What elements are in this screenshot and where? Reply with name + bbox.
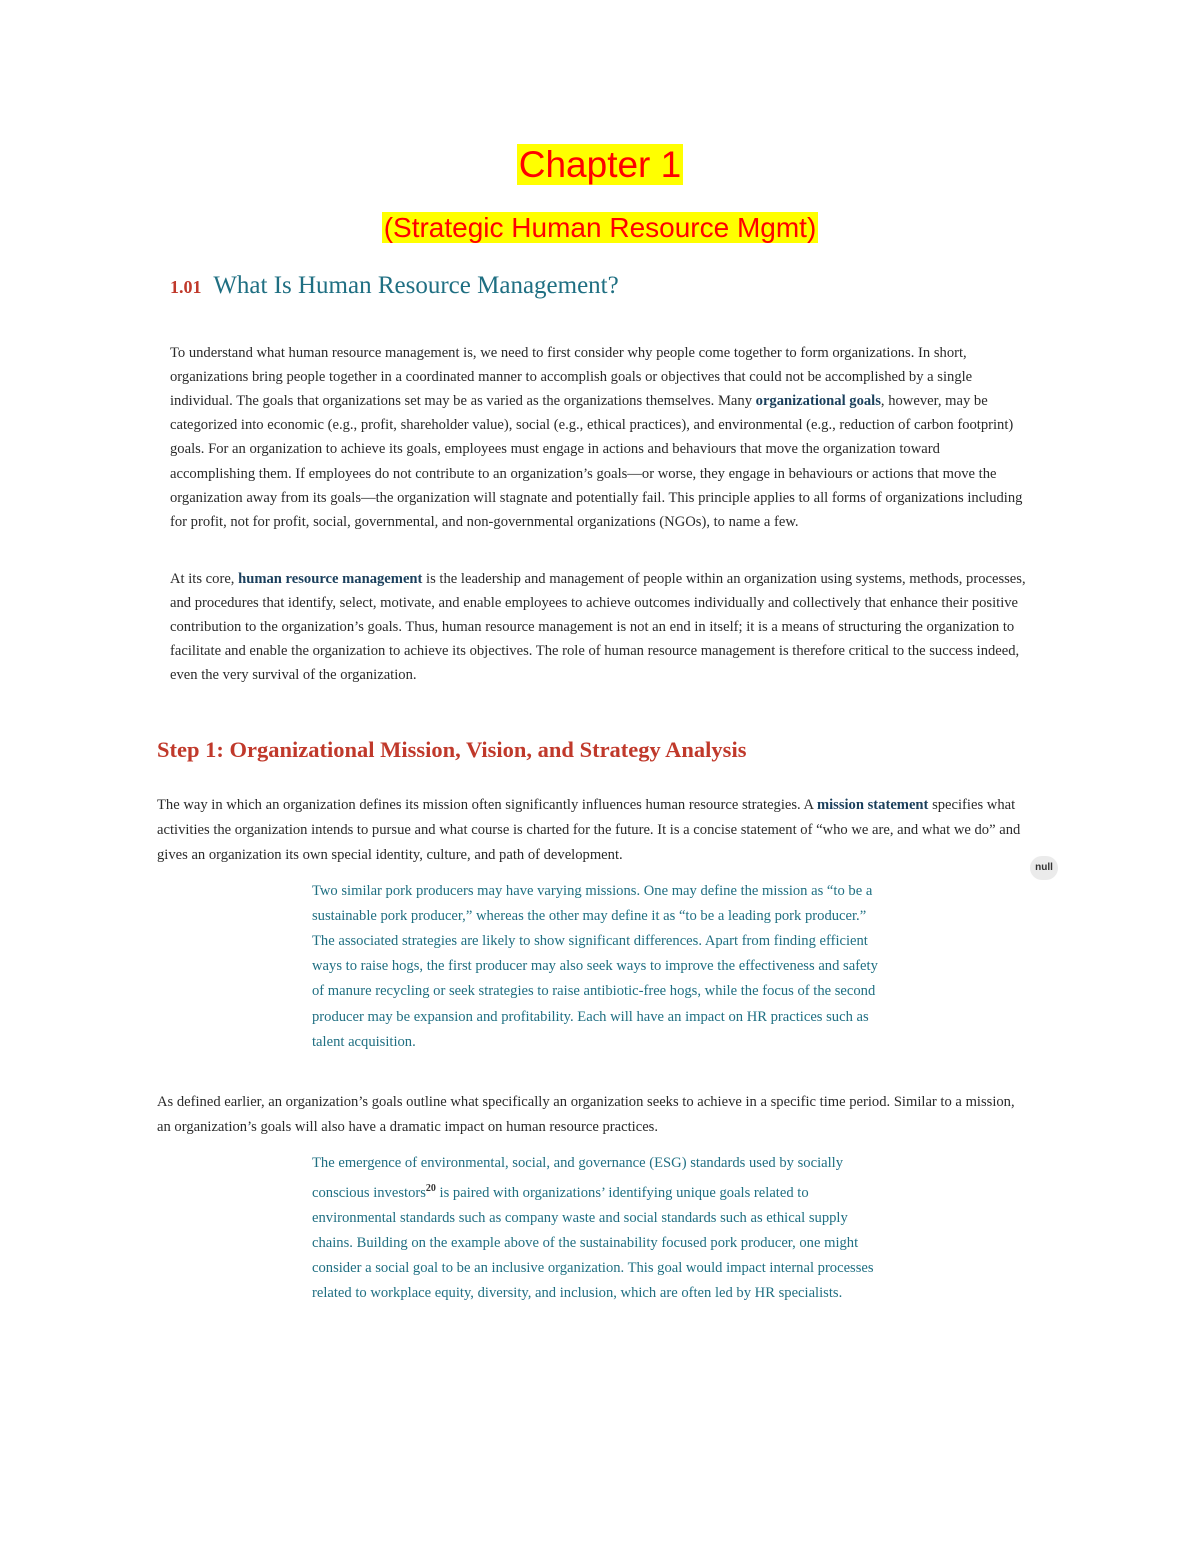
body-paragraph-intro [170,341,1026,535]
chapter-subtitle [0,208,1200,248]
learning-objective-number: 1.01 [170,277,202,297]
paragraph-text: , however, may be categorized into economic (e.g., profit, shareholder value), social (e.g., ethical practices), and environmental (e.g., reduction of carbon footprint) goals. For an organization to achieve its goals, employees must engage in actions and behaviours that move the organization toward accomplishing them. If employees do not contribute to an organization’s goals—or worse, they engage in behaviours or actions that move the organization away from its goals—the organization will stagnate and potentially fail. This principle applies to all forms of organizations including for profit, not for profit, social, governmental, and non-governmental organizations (NGOs), to name a few. [170,393,1023,531]
body-paragraph-goals: As defined earlier, an organization’s goals outline what specifically an organization seeks to achieve in a specific time period. Similar to a mission, an organization’s goals will also have a dramatic impact on human resource practices. [157,1093,1015,1135]
example-pork-producers: Two similar pork producers may have varying missions. One may define the mission as “to be a sustainable pork producer,” whereas the other may define it as “to be a leading pork producer.” The associated strategies are likely to show significant differences. Apart from finding efficient ways to raise hogs, the first producer may also seek ways to improve the effectiveness and safety of manure recycling or seek strategies to raise antibiotic-free hogs, while the focus of the second producer may be expansion and profitability. Each will have an impact on HR practices such as talent acquisition. [312,882,878,1050]
key-term-hrm: human resource management [238,570,423,587]
example-text: is paired with organizations’ identifying unique goals related to environmental standards such as company waste and social standards such as ethical supply chains. Building on the example above of the sustainability focused pork producer, one might consider a social goal to be an inclusive organization. This goal would impact internal processes related to workplace equity, diversity, and inclusion, which are often led by HR specialists. [312,1184,874,1302]
body-paragraph-mission [157,793,1047,869]
paragraph-text: At its core, [170,570,239,587]
step1-heading: Step 1: Organizational Mission, Vision, and Strategy Analysis [157,737,747,762]
key-term-mission-statement: mission statement [816,796,929,813]
key-term-organizational-goals: organizational goals [755,393,881,409]
footnote-ref[interactable]: 20 [425,1182,436,1194]
section-heading [170,272,619,300]
chapter-title [0,140,1200,190]
paragraph-text: is the leadership and management of people within an organization using systems, methods, processes, and procedures that identify, select, motivate, and enable employees to achieve outcomes individually and collectively that enhance their positive contribution to the organization’s goals. Thus, human resource management is not an end in itself; it is a means of structuring the organization to facilitate and enable the organization to achieve its objectives. The role of human resource management is therefore critical to the success indeed, even the very survival of the organization. [170,570,1026,684]
paragraph-text: The way in which an organization defines its mission often significantly influences human resource strategies. A [157,796,817,813]
chapter-title-text: Chapter 1 [518,144,682,185]
body-paragraph-definition [170,567,1026,688]
null-badge[interactable]: null [1030,856,1058,880]
chapter-subtitle-text: (Strategic Human Resource Mgmt) [383,212,817,243]
section-heading-text: What Is Human Resource Management? [213,272,619,299]
example-esg [312,1151,892,1307]
paragraph-text: specifies what activities the organization intends to pursue and what course is charted for the future. It is a concise statement of “who we are, and what we do” and gives an organization its own special identity, culture, and path of development. [157,796,1021,864]
example-text: The emergence of environmental, social, and governance (ESG) standards used by socially conscious investors [312,1154,844,1201]
paragraph-text: To understand what human resource management is, we need to first consider why people come together to form organizations. In short, organizations bring people together in a coordinated manner to accomplish goals or objectives that could not be accomplished by a single individual. The goals that organizations set may be as varied as the organizations themselves. Many [170,344,973,409]
